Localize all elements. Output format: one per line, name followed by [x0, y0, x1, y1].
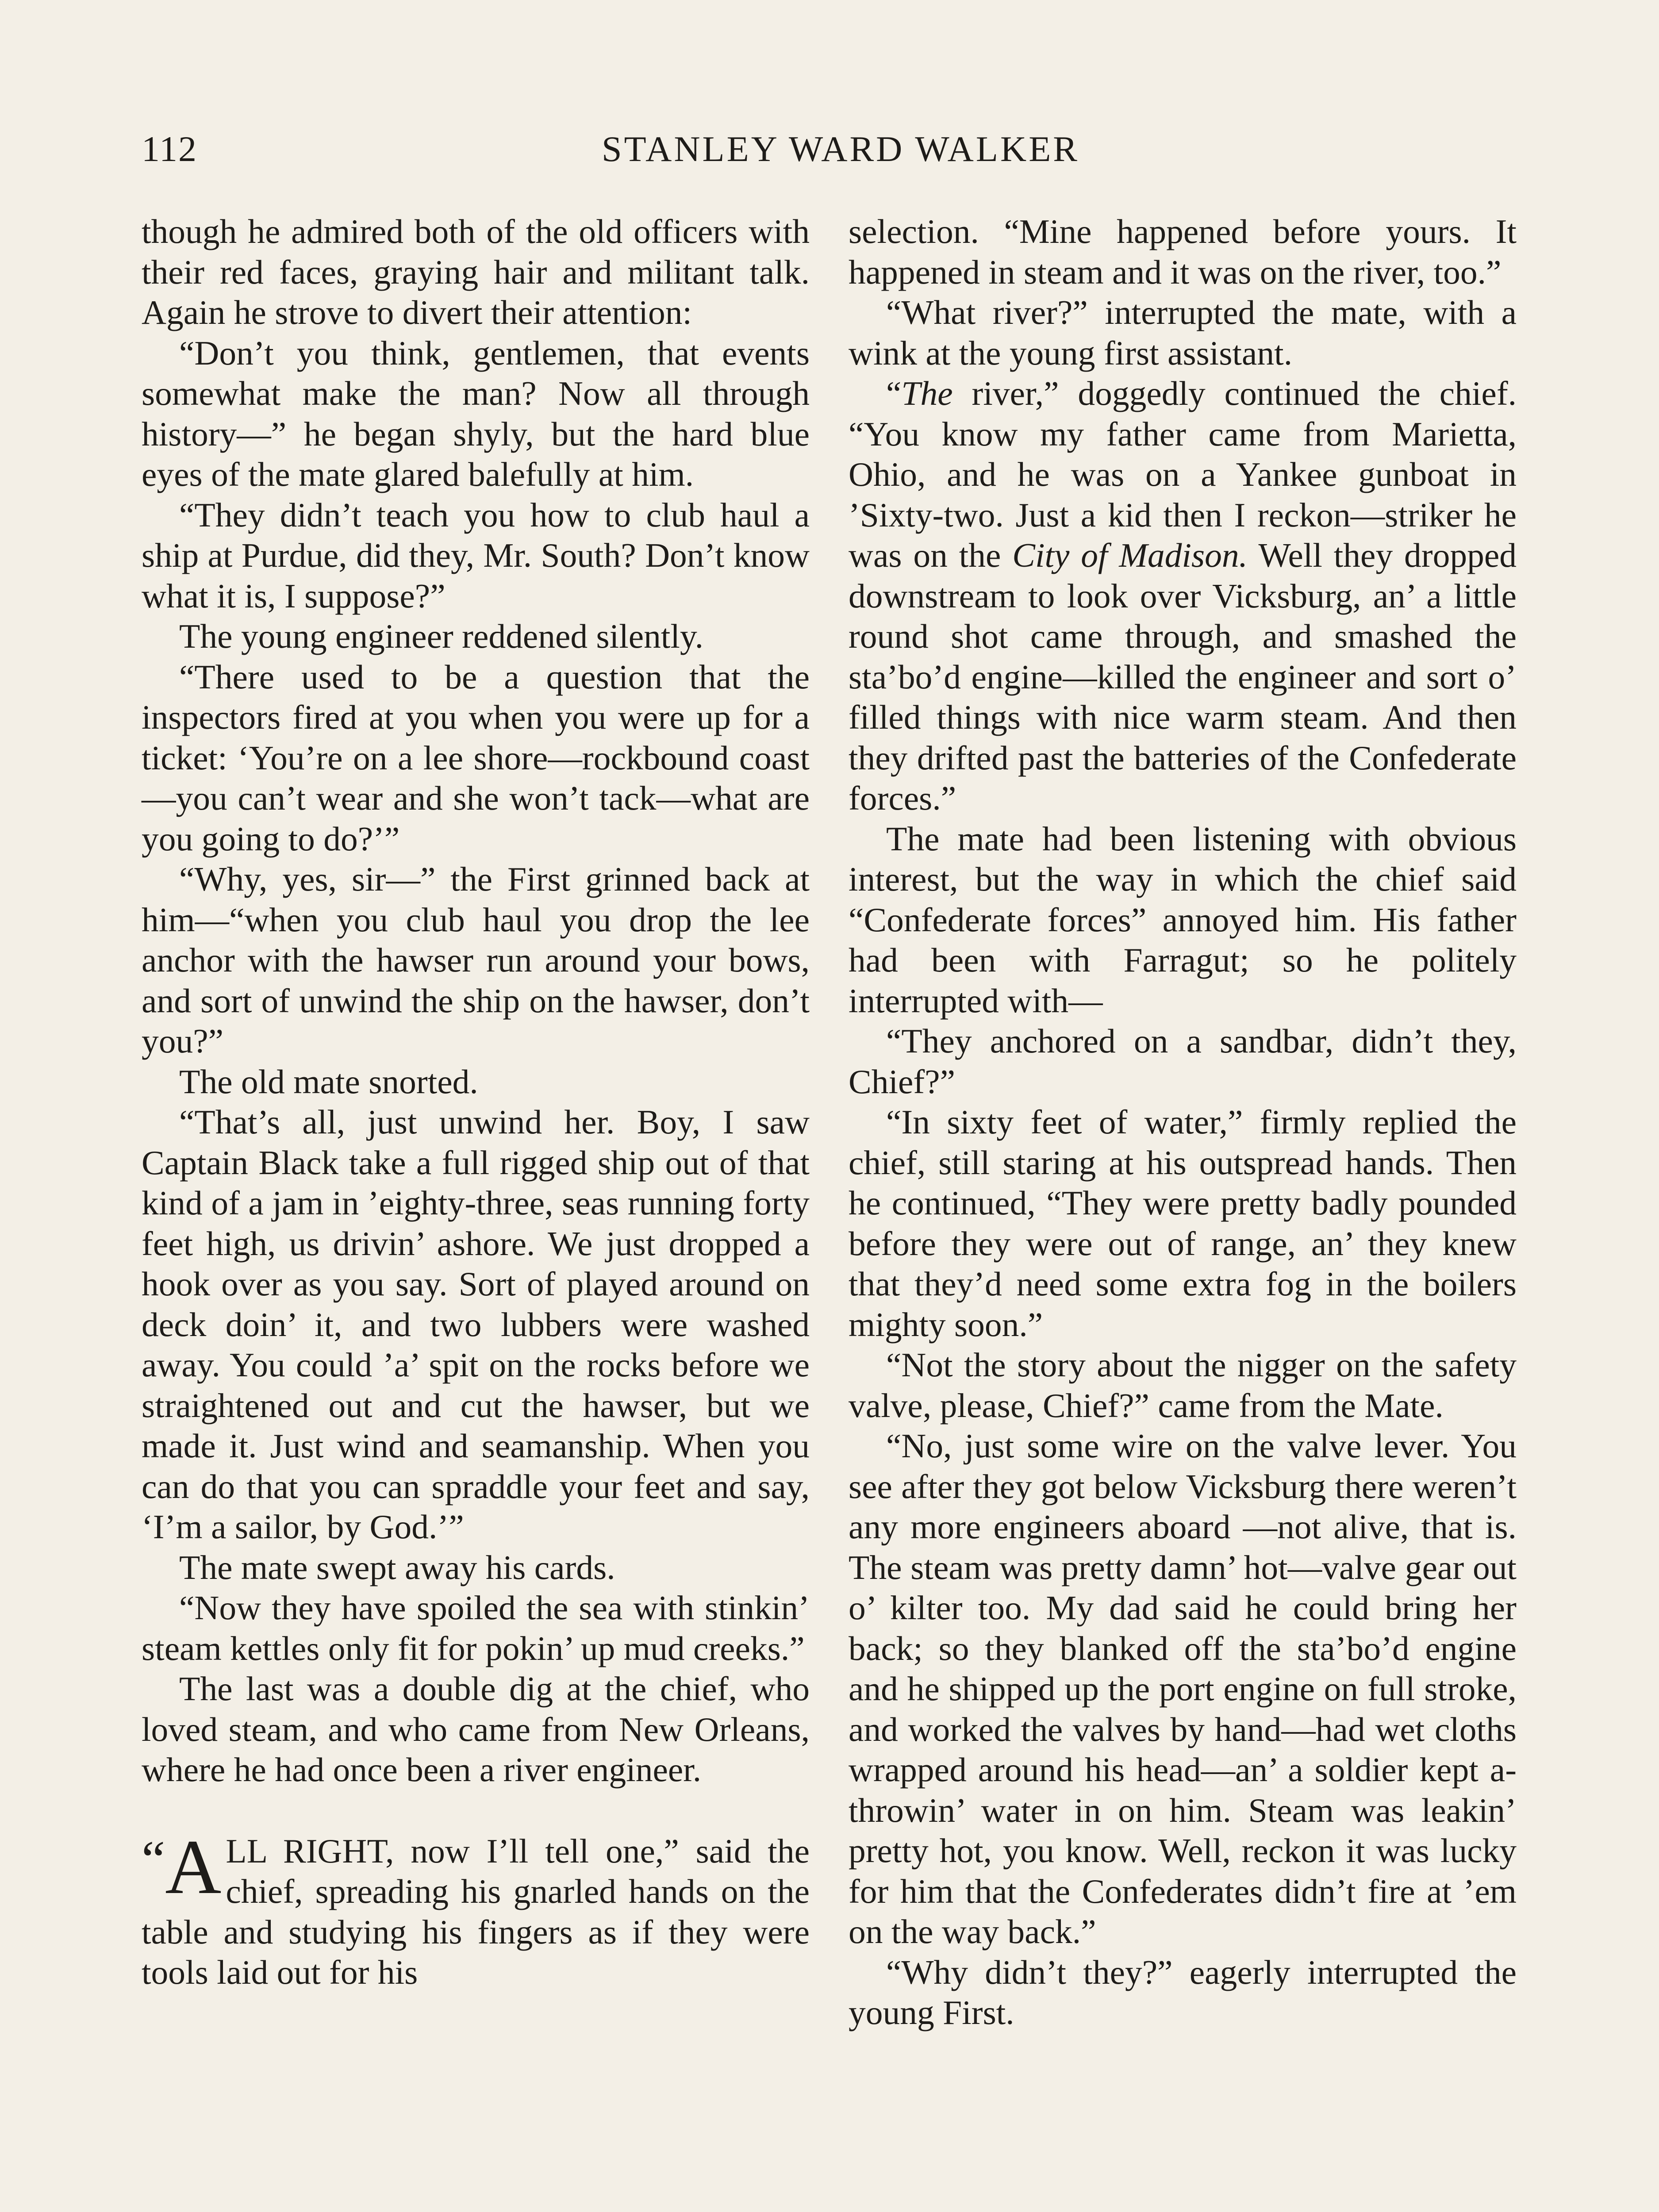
paragraph: “Now they have spoiled the sea with stinkin’ steam kettles only fit for pokin’ up mud creeks.” [142, 1589, 810, 1667]
italic-word: The [901, 374, 953, 412]
paragraph: “Why didn’t they?” eagerly interrupted the young First. [849, 1953, 1517, 2032]
paragraph: “Why, yes, sir—” the First grinned back at him—“when you club haul you drop the lee anchor with the hawser run around your bows, and sort of unwind the ship on the hawser, don’t you?” [142, 860, 810, 1060]
paragraph: The mate swept away his cards. [179, 1548, 615, 1586]
paragraph: though he admired both of the old officers with their red faces, graying hair and militant talk. Again he strove to divert their attention: [142, 212, 810, 331]
paragraph: The last was a double dig at the chief, who loved steam, and who came from New Orleans, where he had once been a river engineer. [142, 1670, 810, 1789]
running-head: STANLEY WARD WALKER [601, 129, 1079, 169]
paragraph [849, 373, 1517, 819]
paragraph: The mate had been listening with obvious interest, but the way in which the chief said “Confederate forces” annoyed him. His father had been with Farragut; so he politely interrupted with— [849, 819, 1517, 1020]
paragraph-text: Well they dropped downstream to look over Vicksburg, an’ a little round shot came through, and smashed the sta’bo’d engine—killed the engineer and sort o’ filled things with nice warm steam. And then they drifted past the batteries of the Confederate forces.” [849, 536, 1517, 817]
paragraph: “Don’t you think, gentlemen, that events somewhat make the man? Now all through history—” he began shyly, but the hard blue eyes of the mate glared balefully at him. [142, 334, 810, 493]
paragraph: “They didn’t teach you how to club haul a ship at Purdue, did they, Mr. South? Don’t know what it is, I suppose?” [142, 495, 810, 615]
paragraph-text: river,” doggedly continued the chief. “You know my father came from Marietta, Ohio, and he was on a Yankee gunboat in ’Sixty-two. Just a kid then I reckon—striker he was on the [849, 374, 1517, 574]
quote-mark: “ [886, 374, 902, 412]
drop-cap-quote: “ [142, 1829, 165, 1889]
paragraph: “What river?” interrupted the mate, with a wink at the young first assistant. [849, 293, 1517, 372]
paragraph: “That’s all, just unwind her. Boy, I saw Captain Black take a full rigged ship out of that kind of a jam in ’eighty-three, seas running forty feet high, us drivin’ ashore. We just dropped a hook over as you say. Sort of played around on deck doin’ it, and two lubbers were washed away. You could ’a’ spit on the rocks before we straightened out and cut the hawser, but we made it. Just wind and seamanship. When you can do that you can spraddle your feet and say, ‘I’m a sailor, by God.’” [142, 1103, 810, 1546]
left-column [142, 211, 810, 1993]
paragraph: “Not the story about the nigger on the safety valve, please, Chief?” came from the Mate. [849, 1346, 1517, 1425]
paragraph: “They anchored on a sandbar, didn’t they, Chief?” [849, 1022, 1517, 1101]
paragraph: “No, just some wire on the valve lever. You see after they got below Vicksburg there weren’t any more engineers aboard —not alive, that is. The steam was pretty damn’ hot—valve gear out o’ kilter too. My dad said he could bring her back; so they blanked off the sta’bo’d engine and he shipped up the port engine on full stroke, and worked the valves by hand—had wet cloths wrapped around his head—an’ a soldier kept a-throwin’ water in on him. Steam was leakin’ pretty hot, you know. Well, reckon it was lucky for him that the Confederates didn’t fire at ’em on the way back.” [849, 1427, 1517, 1951]
paragraph: The old mate snorted. [179, 1062, 478, 1101]
paragraph: selection. “Mine happened before yours. It happened in steam and it was on the river, too.” [849, 212, 1517, 291]
paragraph-text: LL RIGHT, now I’ll tell one,” said the chief, spreading his gnarled hands on the table and studying his fingers as if they were tools laid out for his [142, 1832, 810, 1991]
drop-cap [142, 1824, 222, 1910]
ship-name: City of Madison. [1012, 536, 1248, 574]
paragraph: The young engineer reddened silently. [179, 617, 704, 655]
page-header [142, 128, 1540, 177]
right-column [849, 211, 1517, 2033]
paragraph: “In sixty feet of water,” firmly replied the chief, still staring at his outspread hands. Then he continued, “They were pretty badly pounded before they were out of range, an’ they knew that they’d need some extra fog in the boilers mighty soon.” [849, 1103, 1517, 1344]
page-number: 112 [142, 129, 197, 169]
paragraph: “There used to be a question that the inspectors fired at you when you were up for a ticket: ‘You’re on a lee shore—rockbound coast—you can’t wear and she won’t tack—what are you going to do?’” [142, 657, 810, 858]
section-start-paragraph [142, 1824, 810, 1993]
drop-cap-letter: A [165, 1824, 222, 1910]
